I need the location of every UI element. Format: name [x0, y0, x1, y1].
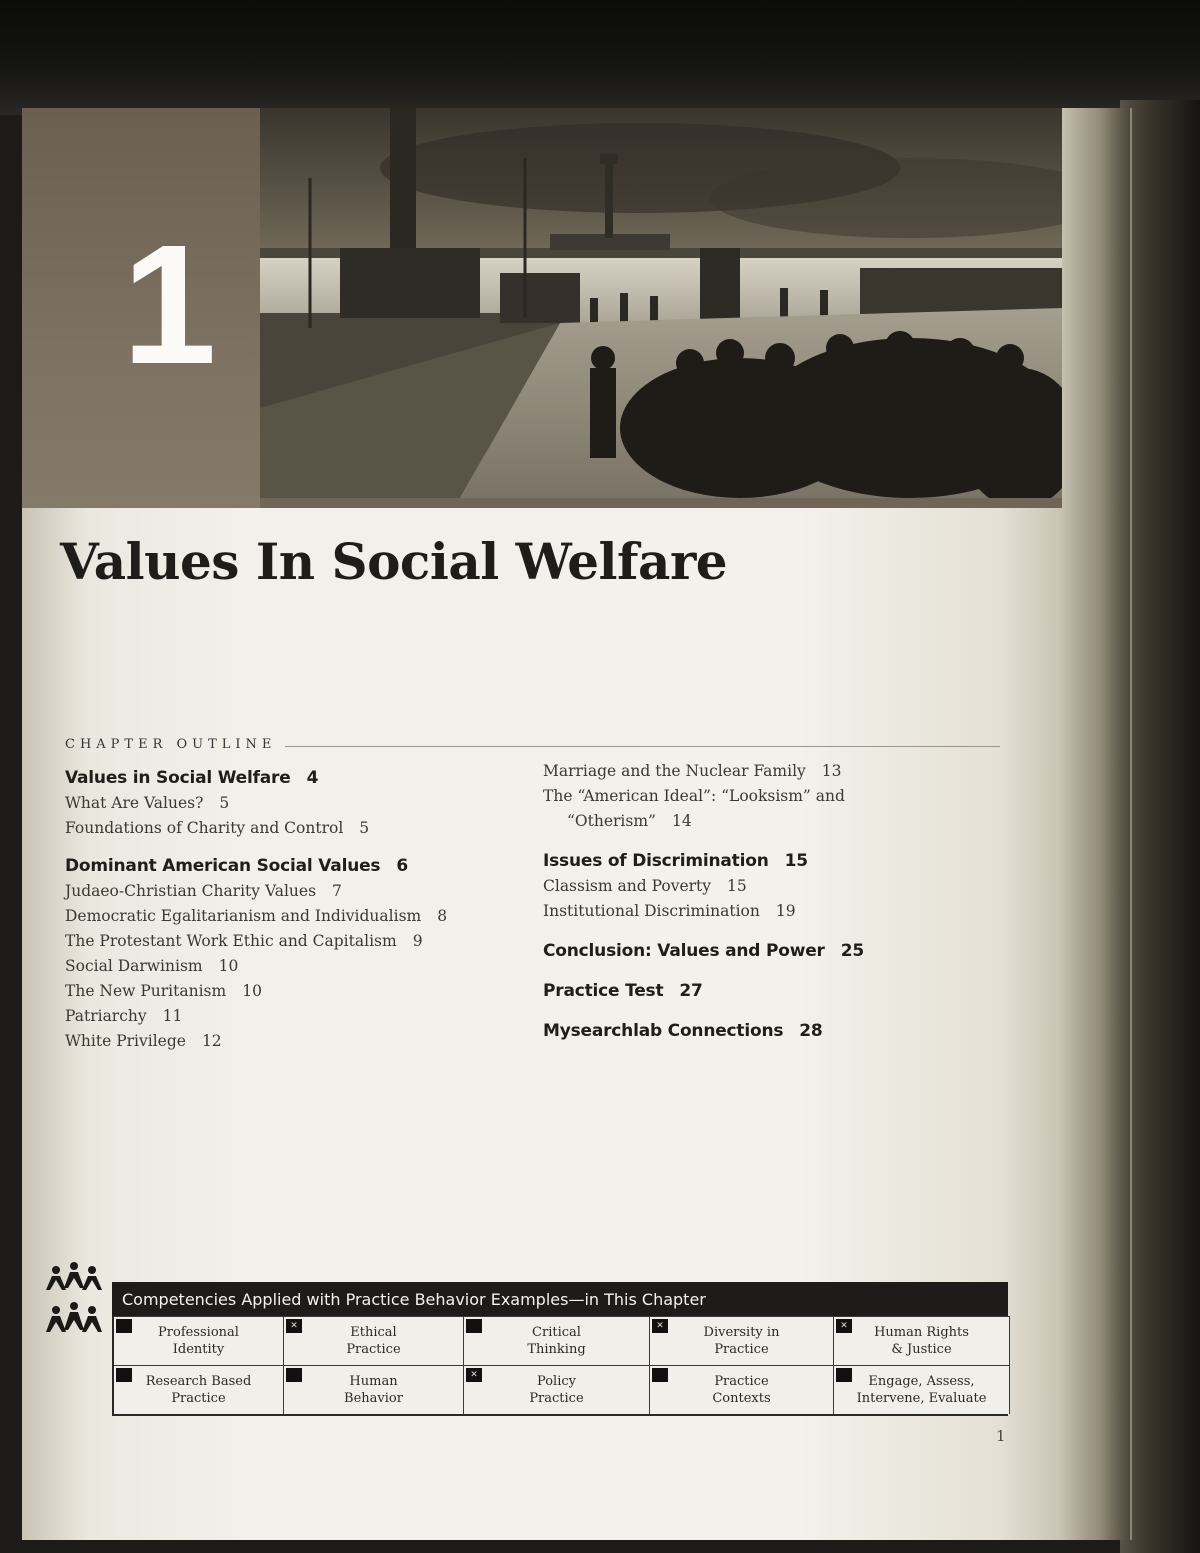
- outline-entry-page: 11: [162, 1007, 183, 1025]
- outline-label: CHAPTER OUTLINE: [65, 737, 277, 752]
- competency-cell: [464, 1365, 650, 1414]
- competency-label: Human Rights & Justice: [874, 1325, 969, 1357]
- scan-shadow-right: [1120, 100, 1200, 1553]
- filled-box-icon: [116, 1319, 132, 1333]
- competency-people-icon: [42, 1260, 112, 1360]
- outline-rule: [285, 746, 1000, 747]
- outline-entry-title: The New Puritanism: [65, 982, 227, 1000]
- competency-cell: [650, 1316, 834, 1365]
- outline-entry-page: 5: [359, 819, 370, 837]
- competency-label: Ethical Practice: [346, 1325, 401, 1357]
- competency-label: Diversity in Practice: [703, 1325, 780, 1357]
- competency-cell: [114, 1316, 284, 1365]
- filled-box-icon: [286, 1368, 302, 1382]
- outline-entry-title: Marriage and the Nuclear Family: [543, 762, 806, 780]
- outline-entry-page: 19: [775, 902, 796, 920]
- outline-right-column: [543, 759, 963, 1044]
- outline-entry: [543, 978, 963, 1004]
- outline-entry-page: 27: [679, 981, 703, 1001]
- competency-label: Professional Identity: [158, 1325, 239, 1357]
- outline-entry-page: 7: [332, 882, 342, 900]
- outline-entry-page: 5: [219, 794, 230, 812]
- outline-entry: [543, 784, 963, 809]
- outline-entry-title: Practice Test: [543, 981, 664, 1001]
- outline-entry-page: 8: [437, 907, 448, 925]
- outline-entry-page: 4: [306, 768, 319, 788]
- competencies-table: [112, 1282, 1008, 1416]
- outline-entry-title: Values in Social Welfare: [65, 768, 291, 788]
- outline-entry-title: “Otherism”: [567, 812, 656, 830]
- competency-label: Critical Thinking: [527, 1325, 586, 1357]
- outline-entry-title: Issues of Discrimination: [543, 851, 769, 871]
- outline-entry: [65, 929, 505, 954]
- outline-entry-page: 15: [727, 877, 747, 895]
- outline-entry: [543, 759, 963, 784]
- checked-box-icon: ✕: [836, 1319, 852, 1333]
- outline-entry-page: 25: [840, 941, 864, 961]
- competency-cell: [464, 1316, 650, 1365]
- outline-entry-title: Classism and Poverty: [543, 877, 712, 895]
- outline-entry: [543, 1018, 963, 1044]
- outline-entry-page: 14: [671, 812, 692, 830]
- outline-entry-page: 10: [218, 957, 239, 975]
- competency-cell: [834, 1365, 1010, 1414]
- outline-entry: [543, 809, 963, 834]
- competencies-header: Competencies Applied with Practice Behavior Examples—in This Chapter: [112, 1282, 1008, 1316]
- outline-entry: [543, 848, 963, 874]
- outline-entry: [65, 853, 505, 879]
- chapter-title: Values In Social Welfare: [60, 532, 728, 591]
- outline-entry-page: 12: [201, 1032, 222, 1050]
- competencies-grid: [112, 1316, 1008, 1416]
- page-fold-shadow: [1060, 108, 1130, 1540]
- checked-box-icon: ✕: [466, 1368, 482, 1382]
- outline-entry-title: Patriarchy: [65, 1007, 147, 1025]
- checked-box-icon: ✕: [652, 1319, 668, 1333]
- outline-entry-title: Democratic Egalitarianism and Individualism: [65, 907, 422, 925]
- competency-label: Research Based Practice: [145, 1374, 252, 1406]
- page-number: 1: [996, 1427, 1006, 1445]
- outline-entry: [65, 765, 505, 791]
- competency-cell: [284, 1316, 464, 1365]
- competency-cell: [650, 1365, 834, 1414]
- competency-cell: [834, 1316, 1010, 1365]
- outline-entry: [65, 904, 505, 929]
- filled-box-icon: [466, 1319, 482, 1333]
- outline-entry: [65, 1004, 505, 1029]
- outline-entry-title: Conclusion: Values and Power: [543, 941, 825, 961]
- chapter-number: 1: [122, 210, 217, 400]
- outline-entry: [65, 979, 505, 1004]
- filled-box-icon: [116, 1368, 132, 1382]
- outline-entry-title: The Protestant Work Ethic and Capitalism: [65, 932, 397, 950]
- outline-entry: [65, 954, 505, 979]
- outline-entry-page: 6: [396, 856, 408, 876]
- filled-box-icon: [652, 1368, 668, 1382]
- checked-box-icon: ✕: [286, 1319, 302, 1333]
- outline-entry-title: Social Darwinism: [65, 957, 203, 975]
- outline-entry-page: 9: [412, 932, 423, 950]
- chapter-photo: [260, 108, 1062, 498]
- outline-entry: [543, 899, 963, 924]
- outline-entry-title: Dominant American Social Values: [65, 856, 381, 876]
- chapter-number-block: [22, 108, 260, 508]
- filled-box-icon: [836, 1368, 852, 1382]
- competency-cell: [284, 1365, 464, 1414]
- outline-entry: [543, 874, 963, 899]
- outline-entry-title: Institutional Discrimination: [543, 902, 760, 920]
- chapter-banner: [22, 108, 1062, 508]
- competency-label: Practice Contexts: [712, 1374, 771, 1406]
- outline-entry: [65, 1029, 505, 1054]
- outline-entry-title: The “American Ideal”: “Looksism” and: [543, 787, 845, 805]
- competency-label: Engage, Assess, Intervene, Evaluate: [856, 1374, 987, 1406]
- competency-label: Policy Practice: [529, 1374, 584, 1406]
- outline-entry-page: 10: [242, 982, 262, 1000]
- outline-entry-title: Mysearchlab Connections: [543, 1021, 784, 1041]
- competency-label: Human Behavior: [344, 1374, 403, 1406]
- outline-entry-page: 15: [784, 851, 808, 871]
- outline-entry: [65, 791, 505, 816]
- scan-shadow-top: [0, 0, 1200, 115]
- outline-entry: [65, 816, 505, 841]
- outline-entry: [65, 879, 505, 904]
- outline-entry-page: 13: [821, 762, 842, 780]
- outline-entry-page: 28: [799, 1021, 823, 1041]
- outline-entry-title: Foundations of Charity and Control: [65, 819, 344, 837]
- competency-cell: [114, 1365, 284, 1414]
- outline-entry-title: What Are Values?: [65, 794, 204, 812]
- outline-entry-title: White Privilege: [65, 1032, 186, 1050]
- outline-left-column: [65, 765, 505, 1054]
- harbor-photo: [260, 108, 1062, 498]
- outline-entry-title: Judaeo-Christian Charity Values: [65, 882, 317, 900]
- outline-entry: [543, 938, 963, 964]
